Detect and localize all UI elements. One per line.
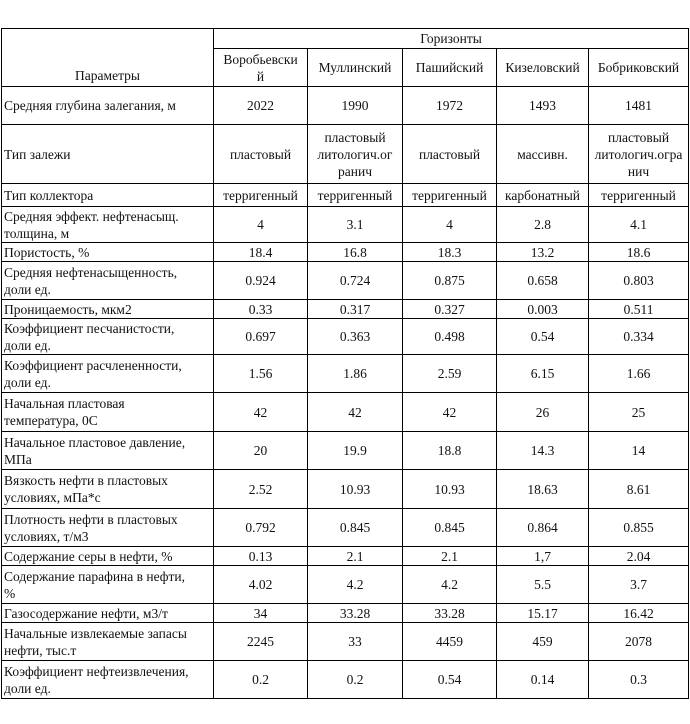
text-line: 18.3 [437, 244, 462, 260]
text-line: 18.6 [626, 244, 651, 260]
value-cell [589, 300, 689, 319]
value-cell [403, 262, 497, 300]
parameter-name [2, 432, 214, 470]
text-line: 0.54 [530, 329, 555, 344]
text-line: терригенный [412, 187, 487, 203]
text-line: 2.1 [441, 548, 458, 564]
value-cell [308, 125, 403, 184]
value-cell [589, 207, 689, 243]
text-line: 2245 [247, 634, 274, 649]
parameter-name [2, 243, 214, 262]
text-line: 26 [535, 404, 550, 420]
text-line: 2.59 [437, 366, 462, 381]
value-cell [403, 566, 497, 604]
text-line: Коэффициент нефтеизвлечения, [4, 663, 189, 679]
horizon-header-1 [214, 49, 308, 87]
parameter-name [2, 300, 214, 319]
text-line: пластовый [607, 129, 670, 145]
text-line: 4459 [436, 634, 463, 649]
text-line: Вязкость нефти в пластовых [4, 473, 168, 488]
text-line: доли ед. [4, 374, 51, 390]
horizons-group-header: Горизонты [214, 29, 689, 49]
text-line: Бобриковский [597, 60, 680, 75]
table-row [2, 319, 689, 355]
text-line: 15.17 [527, 605, 558, 621]
text-line: 8.61 [626, 481, 651, 497]
value-cell [497, 319, 589, 355]
parameter-name [2, 604, 214, 623]
text-line: 2078 [625, 634, 653, 649]
value-cell [589, 262, 689, 300]
value-cell [403, 509, 497, 547]
text-line: 0.855 [623, 520, 654, 535]
value-cell [589, 184, 689, 207]
value-cell [403, 623, 497, 661]
value-cell [403, 432, 497, 470]
text-line: 19.9 [343, 443, 367, 458]
value-cell [403, 87, 497, 125]
value-cell [308, 604, 403, 623]
value-cell [214, 509, 308, 547]
text-line: Проницаемость, мкм2 [4, 301, 132, 317]
value-cell [308, 243, 403, 262]
text-line: 4.2 [346, 577, 364, 592]
text-line: 4.2 [441, 577, 458, 592]
value-cell [308, 547, 403, 566]
text-line: 0.334 [623, 329, 654, 344]
text-line: Тип залежи [4, 146, 71, 162]
text-line: условиях, мПа*с [4, 490, 101, 505]
table-row [2, 243, 689, 262]
text-line: 16.8 [343, 244, 367, 260]
value-cell [589, 604, 689, 623]
text-line: нич [627, 163, 650, 179]
text-line: 0.498 [434, 329, 465, 344]
value-cell [214, 184, 308, 207]
value-cell [403, 300, 497, 319]
value-cell [403, 207, 497, 243]
text-line: Коэффициент расчлененности, [4, 357, 182, 373]
text-line: 18.4 [248, 244, 273, 260]
text-line: Муллинский [318, 60, 392, 75]
parameter-name [2, 355, 214, 393]
text-line: 20 [253, 443, 268, 458]
text-line: литологич.ог [317, 146, 393, 162]
table-row [2, 262, 689, 300]
text-line: 4.1 [630, 217, 647, 232]
text-line: пластовый [418, 146, 481, 162]
value-cell [214, 319, 308, 355]
text-line: 0.697 [245, 329, 276, 344]
text-line: 5.5 [534, 577, 551, 592]
text-line: 0.864 [527, 520, 558, 535]
text-line: 3.1 [346, 217, 364, 232]
value-cell [308, 393, 403, 432]
value-cell [214, 243, 308, 262]
text-line: 3.7 [630, 577, 647, 592]
value-cell [214, 604, 308, 623]
text-line: 6.15 [530, 366, 555, 381]
text-line: карбонатный [504, 187, 580, 203]
text-line: 14 [631, 443, 646, 458]
text-line: 459 [532, 634, 553, 649]
text-line: терригенный [317, 187, 393, 203]
value-cell [589, 661, 689, 699]
value-cell [308, 661, 403, 699]
text-line: доли ед. [4, 680, 51, 696]
horizon-header-4 [497, 49, 589, 87]
value-cell [214, 87, 308, 125]
text-line: 10.93 [434, 481, 465, 497]
table-row [2, 432, 689, 470]
table-row [2, 393, 689, 432]
value-cell [497, 125, 589, 184]
text-line: Коэффициент песчанистости, [4, 320, 175, 336]
text-line: 1.66 [626, 366, 651, 381]
text-line: 1990 [341, 98, 369, 113]
text-line: 0.2 [252, 672, 269, 687]
text-line: 42 [348, 404, 362, 420]
horizon-header-2 [308, 49, 403, 87]
text-line: терригенный [223, 187, 298, 203]
text-line: 10.93 [339, 481, 371, 497]
table-row [2, 125, 689, 184]
value-cell [308, 355, 403, 393]
table-row [2, 604, 689, 623]
text-line: 25 [631, 404, 646, 420]
text-line: ранич [338, 163, 372, 179]
value-cell [589, 125, 689, 184]
table-row [2, 300, 689, 319]
value-cell [403, 547, 497, 566]
table-row [2, 207, 689, 243]
value-cell [497, 604, 589, 623]
value-cell [308, 184, 403, 207]
value-cell [308, 87, 403, 125]
horizon-header-3 [403, 49, 497, 87]
value-cell [589, 432, 689, 470]
parameters-table [1, 28, 689, 699]
text-line: 42 [442, 404, 457, 420]
value-cell [403, 393, 497, 432]
text-line: Средняя эффект. нефтенасыщ. [4, 208, 179, 224]
text-line: Начальная пластовая [4, 396, 125, 411]
value-cell [308, 623, 403, 661]
text-line: 0.54 [437, 672, 462, 687]
value-cell [308, 262, 403, 300]
value-cell [403, 470, 497, 509]
text-line: % [4, 585, 16, 601]
value-cell [497, 262, 589, 300]
value-cell [497, 547, 589, 566]
parameter-name [2, 661, 214, 699]
text-line: 13.2 [530, 244, 555, 260]
params-column-header: Параметры [2, 29, 214, 87]
text-line: Плотность нефти в пластовых [4, 511, 178, 527]
text-line: 1972 [436, 98, 463, 113]
value-cell [403, 661, 497, 699]
text-line: й [256, 68, 265, 84]
text-line: условиях, т/м3 [4, 528, 89, 544]
value-cell [497, 243, 589, 262]
text-line: 1,7 [534, 548, 551, 564]
value-cell [589, 319, 689, 355]
parameter-name [2, 470, 214, 509]
text-line: 0.803 [623, 273, 654, 288]
value-cell [308, 432, 403, 470]
value-cell [403, 243, 497, 262]
table-row [2, 623, 689, 661]
value-cell [497, 470, 589, 509]
value-cell [403, 604, 497, 623]
parameter-name [2, 319, 214, 355]
text-line: нефти, тыс.т [4, 642, 77, 658]
value-cell [497, 509, 589, 547]
value-cell [497, 300, 589, 319]
parameter-name [2, 393, 214, 432]
value-cell [497, 355, 589, 393]
parameter-name [2, 184, 214, 207]
table-row [2, 184, 689, 207]
value-cell [497, 623, 589, 661]
text-line: Начальное пластовое давление, [4, 434, 186, 450]
value-cell [214, 470, 308, 509]
text-line: 2022 [247, 98, 274, 113]
text-line: Тип коллектора [4, 187, 94, 203]
text-line: 0.875 [434, 273, 465, 288]
text-line: 1493 [529, 98, 556, 113]
text-line: Начальные извлекаемые запасы [4, 625, 187, 641]
value-cell [589, 355, 689, 393]
text-line: 0.363 [339, 329, 371, 344]
text-line: 0.317 [339, 301, 371, 317]
parameter-name [2, 566, 214, 604]
text-line: 0.724 [339, 273, 371, 288]
value-cell [589, 393, 689, 432]
value-cell [214, 432, 308, 470]
value-cell [497, 432, 589, 470]
value-cell [214, 566, 308, 604]
text-line: 0.2 [346, 672, 364, 687]
text-line: 0.003 [527, 301, 558, 317]
text-line: толщина, м [4, 225, 70, 241]
parameter-name [2, 87, 214, 125]
value-cell [308, 300, 403, 319]
text-line: 0.658 [527, 273, 558, 288]
text-line: доли ед. [4, 337, 51, 353]
value-cell [308, 319, 403, 355]
text-line: 2.8 [534, 217, 551, 232]
table-row [2, 509, 689, 547]
value-cell [497, 87, 589, 125]
text-line: 18.8 [437, 443, 462, 458]
text-line: 0.845 [434, 520, 465, 535]
value-cell [497, 566, 589, 604]
horizon-header-5 [589, 49, 689, 87]
table-row [2, 547, 689, 566]
value-cell [403, 319, 497, 355]
text-line: 34 [253, 605, 268, 621]
text-line: Средняя глубина залегания, м [4, 98, 176, 113]
value-cell [214, 300, 308, 319]
text-line: доли ед. [4, 281, 51, 297]
text-line: 4 [257, 217, 264, 232]
value-cell [589, 547, 689, 566]
table-row [2, 470, 689, 509]
value-cell [214, 262, 308, 300]
value-cell [403, 125, 497, 184]
text-line: 2.52 [248, 481, 273, 497]
text-line: 16.42 [623, 605, 654, 621]
parameter-name [2, 509, 214, 547]
text-line: 0.327 [434, 301, 465, 317]
value-cell [308, 566, 403, 604]
text-line: Воробьевски [223, 51, 298, 67]
value-cell [497, 207, 589, 243]
text-line: пластовый [324, 129, 386, 145]
value-cell [214, 661, 308, 699]
text-line: Газосодержание нефти, м3/т [4, 605, 168, 621]
value-cell [214, 623, 308, 661]
text-line: Кизеловский [505, 60, 580, 75]
value-cell [589, 509, 689, 547]
value-cell [589, 470, 689, 509]
table-row [2, 661, 689, 699]
text-line: 0.924 [245, 273, 276, 288]
text-line: терригенный [601, 187, 676, 203]
text-line: 33.28 [339, 605, 371, 621]
value-cell [497, 393, 589, 432]
text-line: 2.1 [346, 548, 364, 564]
table-row [2, 566, 689, 604]
parameter-name [2, 547, 214, 566]
text-line: 2.04 [626, 548, 651, 564]
text-line: 1.56 [248, 366, 273, 381]
text-line: литологич.огра [594, 146, 683, 162]
value-cell [589, 566, 689, 604]
text-line: 0.3 [630, 672, 647, 687]
value-cell [589, 87, 689, 125]
text-line: температура, 0С [4, 413, 98, 428]
value-cell [214, 547, 308, 566]
text-line: 33 [348, 634, 362, 649]
text-line: 0.845 [339, 520, 371, 535]
table-row [2, 87, 689, 125]
value-cell [214, 355, 308, 393]
parameter-name [2, 207, 214, 243]
value-cell [308, 470, 403, 509]
value-cell [214, 207, 308, 243]
text-line: 42 [253, 404, 268, 420]
text-line: 0.14 [530, 672, 555, 687]
parameter-name [2, 125, 214, 184]
value-cell [589, 623, 689, 661]
text-line: массивн. [517, 146, 568, 162]
value-cell [308, 207, 403, 243]
text-line: 33.28 [434, 605, 465, 621]
parameter-name [2, 262, 214, 300]
value-cell [214, 393, 308, 432]
value-cell [403, 355, 497, 393]
text-line: 0.13 [248, 548, 273, 564]
text-line: пластовый [229, 146, 292, 162]
text-line: Средняя нефтенасыщенность, [4, 264, 178, 280]
table-row [2, 355, 689, 393]
text-line: 4.02 [248, 577, 273, 592]
value-cell [214, 125, 308, 184]
text-line: 1481 [625, 98, 653, 113]
text-line: МПа [4, 451, 32, 467]
text-line: Пашийский [415, 60, 484, 75]
text-line: Содержание серы в нефти, % [4, 548, 173, 564]
text-line: 4 [446, 217, 453, 232]
value-cell [403, 184, 497, 207]
text-line: Содержание парафина в нефти, [4, 568, 186, 584]
value-cell [497, 661, 589, 699]
value-cell [308, 509, 403, 547]
value-cell [497, 184, 589, 207]
text-line: 0.511 [623, 301, 654, 317]
text-line: 18.63 [527, 481, 558, 497]
parameter-name [2, 623, 214, 661]
text-line: 0.792 [245, 520, 276, 535]
text-line: 1.86 [343, 366, 367, 381]
value-cell [589, 243, 689, 262]
text-line: 0.33 [248, 301, 273, 317]
text-line: Пористость, % [4, 244, 90, 260]
text-line: 14.3 [530, 443, 555, 458]
